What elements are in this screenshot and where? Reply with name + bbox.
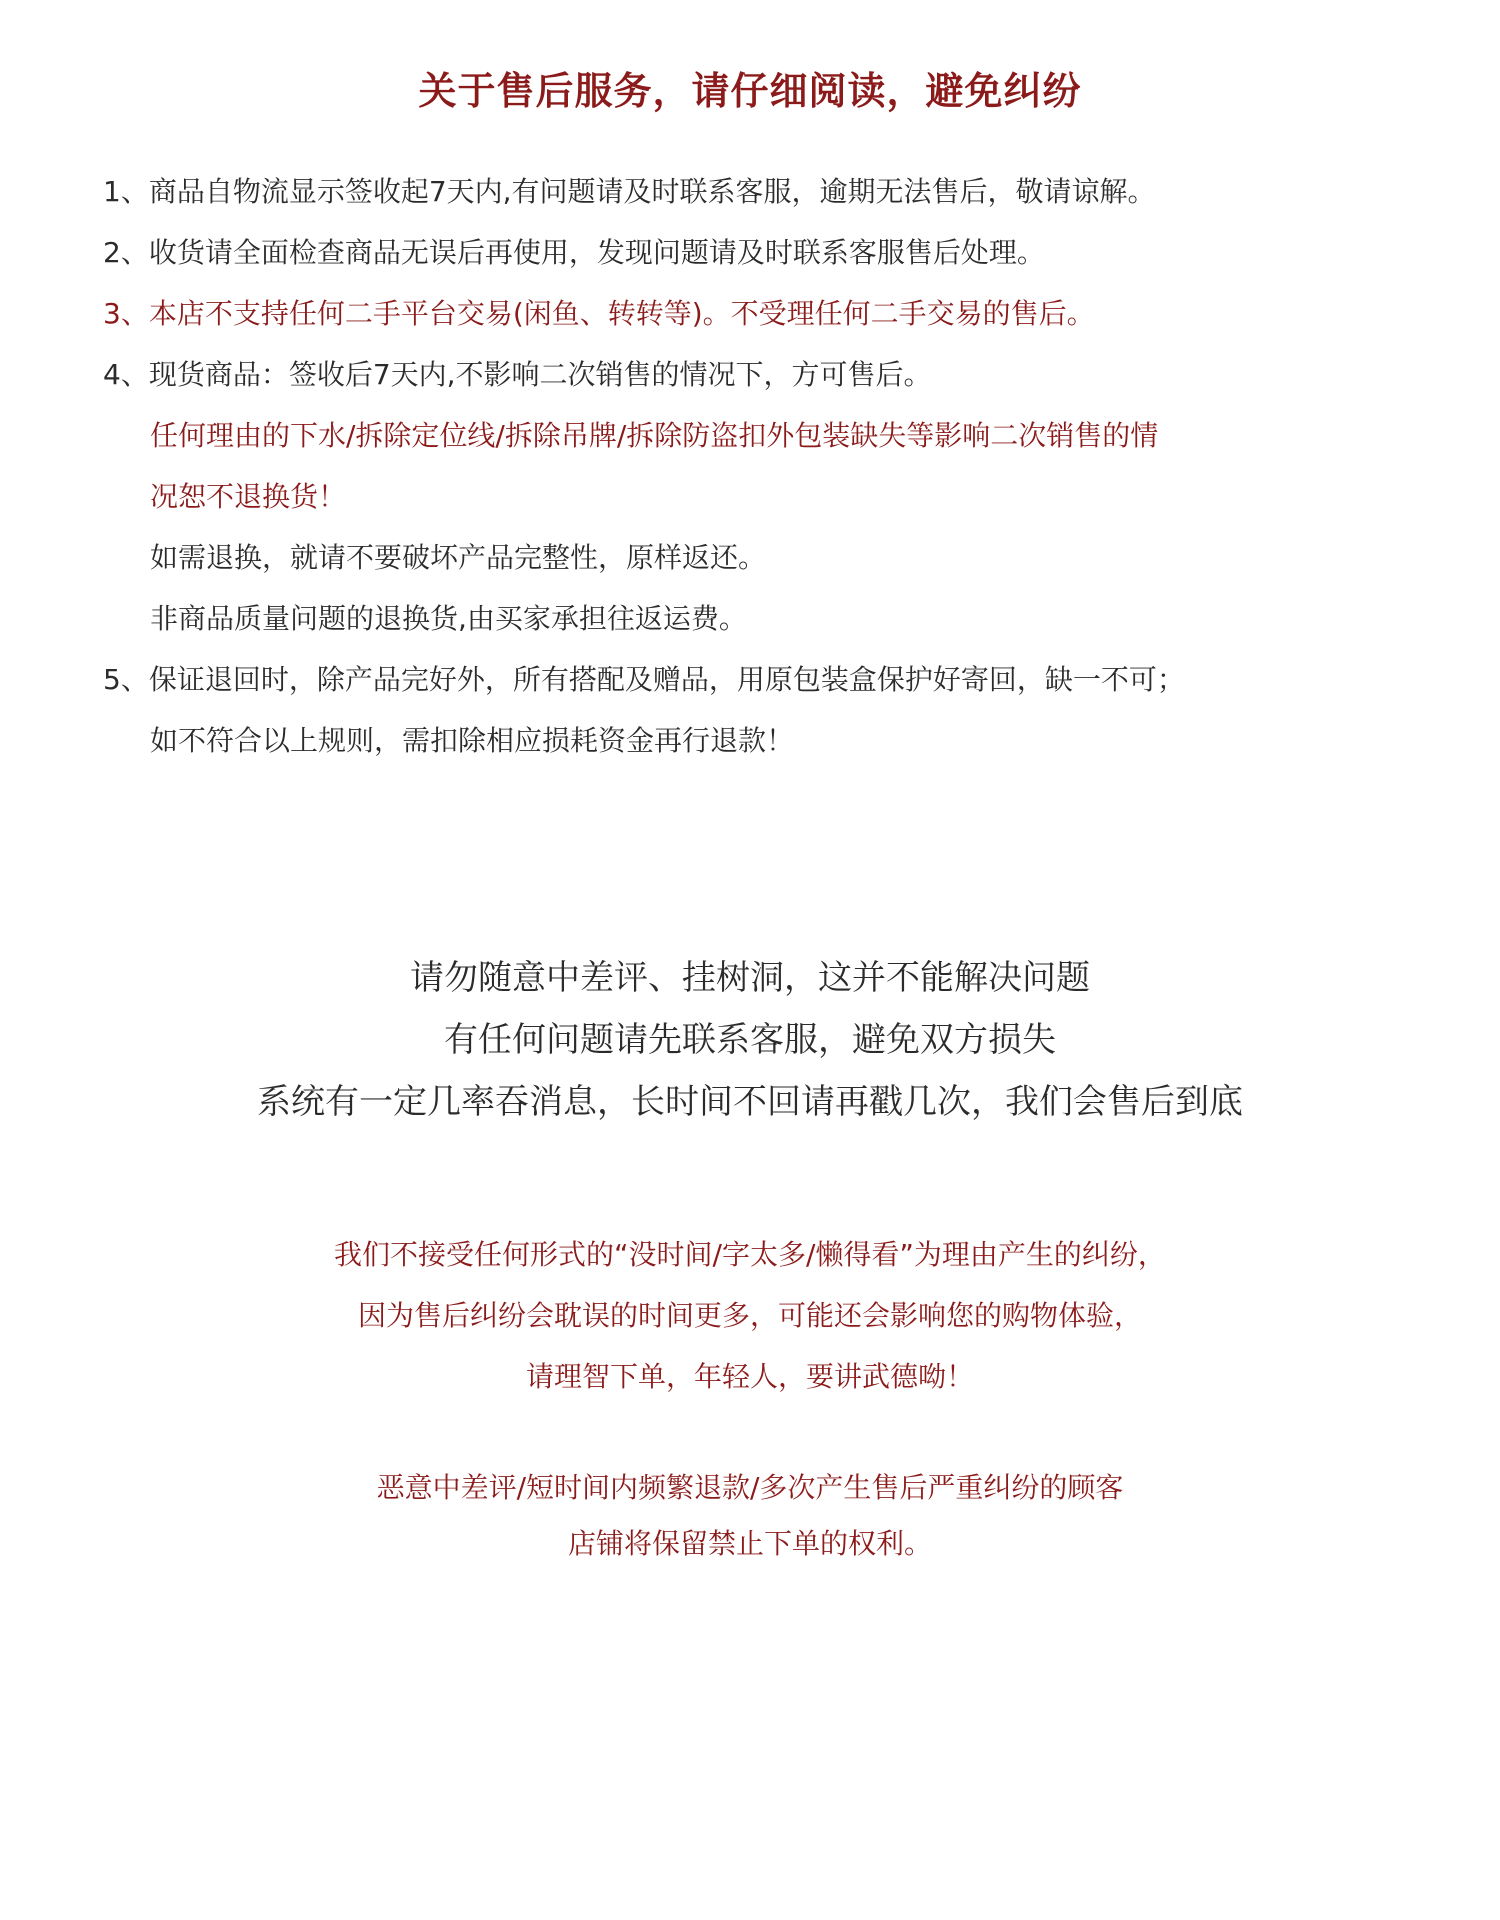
notice-line-3: 系统有一定几率吞消息，长时间不回请再戳几次，我们会售后到底 bbox=[257, 1082, 1243, 1122]
warning-line-3: 请理智下单，年轻人，要讲武德呦！ bbox=[525, 1360, 974, 1393]
rule-1: 1、商品自物流显示签收起7天内,有问题请及时联系客服，逾期无法售后，敬请谅解。 bbox=[103, 175, 1156, 208]
warning-line-5: 店铺将保留禁止下单的权利。 bbox=[567, 1527, 932, 1560]
rule-4-warning-line-2: 况恕不退换货！ bbox=[150, 480, 347, 513]
rule-4: 4、现货商品：签收后7天内,不影响二次销售的情况下，方可售后。 bbox=[103, 358, 932, 391]
page-title: 关于售后服务，请仔细阅读，避免纠纷 bbox=[418, 68, 1082, 113]
rule-5-continuation: 如不符合以上规则，需扣除相应损耗资金再行退款！ bbox=[150, 724, 795, 757]
rule-4-warning-line-1: 任何理由的下水/拆除定位线/拆除吊牌/拆除防盗扣外包装缺失等影响二次销售的情 bbox=[150, 419, 1159, 452]
rule-4-note-1: 如需退换，就请不要破坏产品完整性，原样返还。 bbox=[150, 541, 767, 574]
notice-line-1: 请勿随意中差评、挂树洞，这并不能解决问题 bbox=[410, 958, 1090, 998]
warning-line-2: 因为售后纠纷会耽误的时间更多，可能还会影响您的购物体验， bbox=[357, 1299, 1142, 1332]
warning-line-4: 恶意中差评/短时间内频繁退款/多次产生售后严重纠纷的顾客 bbox=[376, 1471, 1124, 1504]
rule-2: 2、收货请全面检查商品无误后再使用，发现问题请及时联系客服售后处理。 bbox=[103, 236, 1045, 269]
rule-4-note-2: 非商品质量问题的退换货,由买家承担往返运费。 bbox=[150, 602, 747, 635]
warning-line-1: 我们不接受任何形式的“没时间/字太多/懒得看”为理由产生的纠纷， bbox=[334, 1238, 1166, 1271]
rule-3: 3、本店不支持任何二手平台交易(闲鱼、转转等)。不受理任何二手交易的售后。 bbox=[103, 297, 1095, 330]
notice-line-2: 有任何问题请先联系客服，避免双方损失 bbox=[444, 1020, 1056, 1060]
rule-5: 5、保证退回时，除产品完好外，所有搭配及赠品，用原包装盒保护好寄回，缺一不可； bbox=[103, 663, 1185, 696]
